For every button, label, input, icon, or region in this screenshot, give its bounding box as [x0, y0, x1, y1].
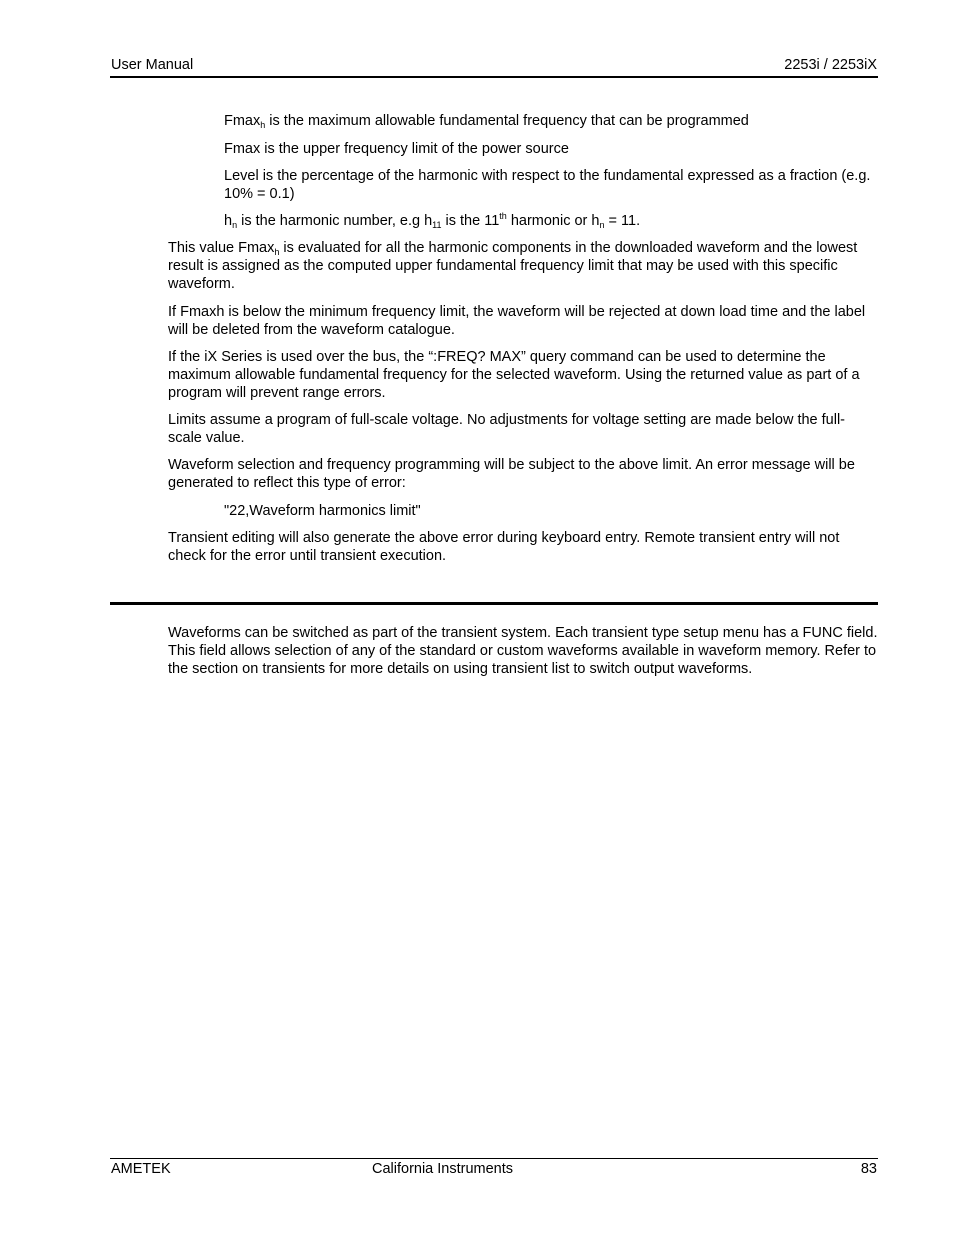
header-rule: [110, 76, 878, 78]
definition-hn: $h_n$ is the harmonic number, e.g $h_{11}$ is the 11th harmonic or $h_n = 11$.: [224, 211, 641, 230]
paragraph-transient-editing: Transient editing will also generate the above error during keyboard entry. Remote transient entry will not check for the error until transient execution.: [168, 530, 840, 564]
section-rule: [110, 602, 878, 605]
definition-fmax: Fmax is the upper frequency limit of the power source: [224, 141, 569, 157]
paragraph-min-frequency: If Fmaxh is below the minimum frequency limit, the waveform will be rejected at down load time and the label will be deleted from the waveform catalogue.: [168, 304, 866, 338]
error-message: "22,Waveform harmonics limit": [224, 503, 421, 519]
header-model: 2253i / 2253iX: [784, 57, 877, 73]
footer-company: AMETEK: [111, 1161, 171, 1177]
paragraph-fmaxh-evaluation: This value Fmax$_h$ is evaluated for all the harmonic components in the downloaded waveform and the lowest result is assigned as the computed upper fundamental frequency limit that may be used with this specific waveform.: [168, 240, 858, 292]
paragraph-bus-query: If the iX Series is used over the bus, the “:FREQ? MAX” query command can be used to determine the maximum allowable fundamental frequency for the selected waveform. Using the returned value as part of a program will prevent range errors.: [168, 349, 860, 401]
definition-level: Level is the percentage of the harmonic with respect to the fundamental expressed as a fraction (e.g. 10% = 0.1): [224, 168, 871, 202]
footer-division: California Instruments: [372, 1161, 514, 1177]
paragraph-waveform-selection: Waveform selection and frequency programming will be subject to the above limit. An error message will be generated to reflect this type of error:: [168, 457, 855, 491]
paragraph-full-scale: Limits assume a program of full-scale voltage. No adjustments for voltage setting are made below the full-scale value.: [168, 412, 845, 446]
paragraph-waveform-switching: Waveforms can be switched as part of the transient system. Each transient type setup menu has a FUNC field. This field allows selection of any of the standard or custom waveforms available in waveform memory. Refer to the section on transients for more details on using transient list to switch output waveforms.: [168, 625, 878, 677]
footer-rule: [110, 1158, 878, 1159]
header-title: User Manual: [111, 57, 194, 73]
page-number: 83: [860, 1161, 877, 1177]
definition-fmaxh: Fmax$_h$ is the maximum allowable fundamental frequency that can be programmed: [224, 113, 749, 130]
